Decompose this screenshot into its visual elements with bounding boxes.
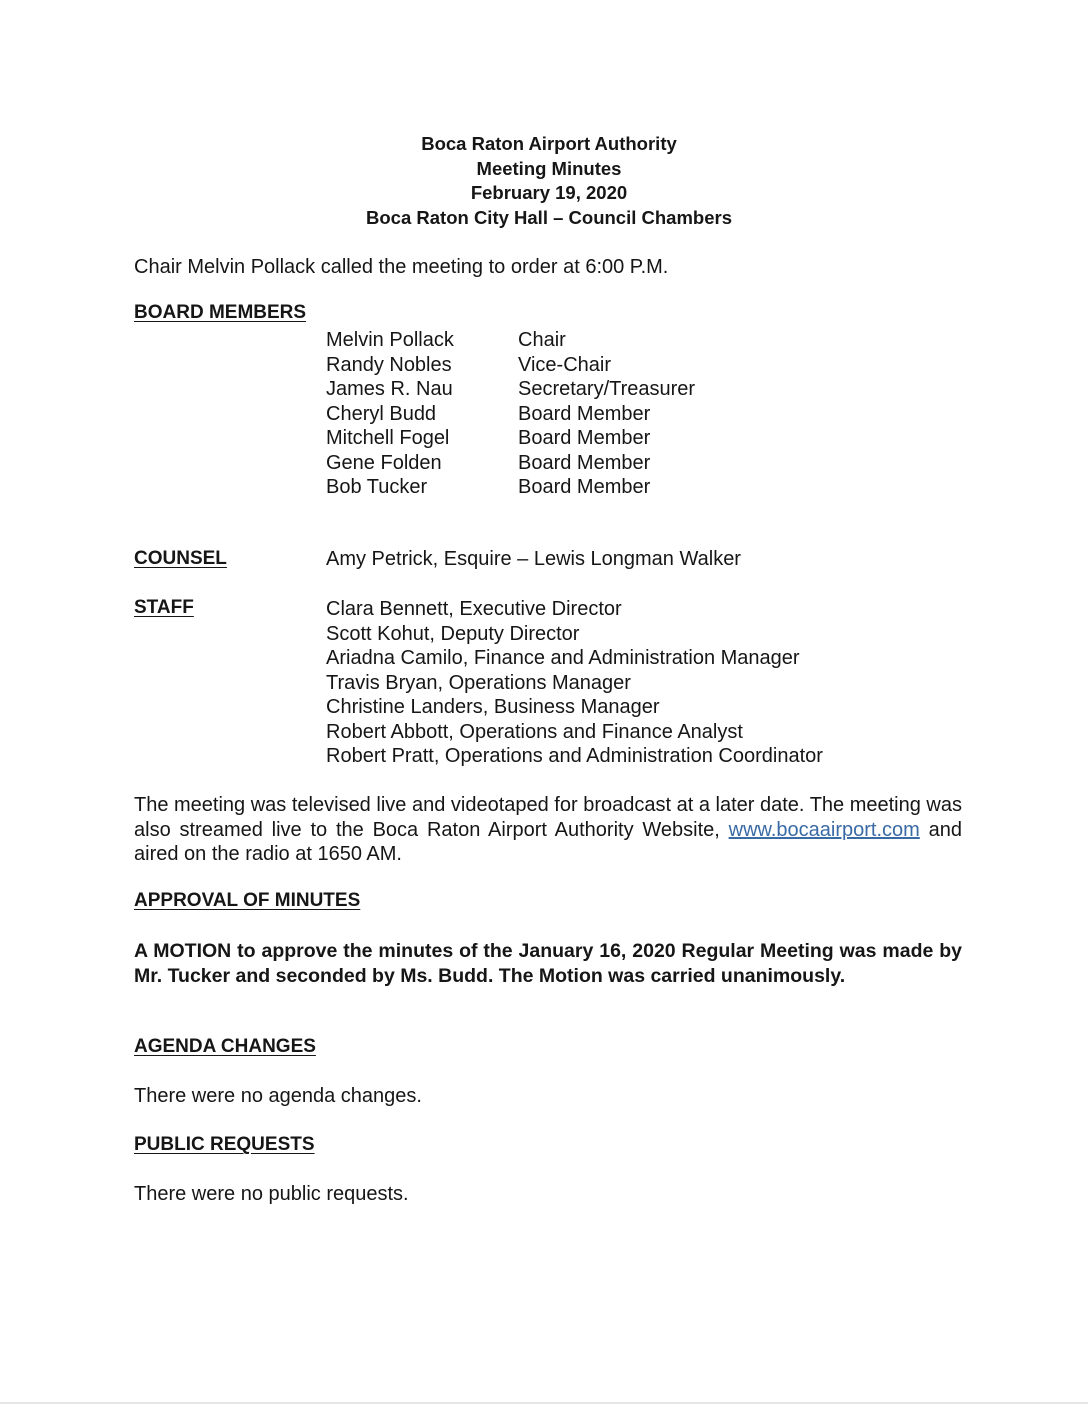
member-role: Vice-Chair	[518, 353, 611, 376]
member-name: Mitchell Fogel	[326, 427, 450, 449]
document-header	[0, 132, 1088, 230]
meeting-date: February 19, 2020	[470, 182, 628, 203]
member-role: Board Member	[518, 402, 651, 425]
agenda-changes-heading: AGENDA CHANGES	[134, 1036, 316, 1057]
approval-of-minutes-heading: APPROVAL OF MINUTES	[134, 890, 361, 911]
board-members-table	[326, 328, 695, 500]
staff-member: Clara Bennett, Executive Director	[326, 598, 622, 620]
member-name: Cheryl Budd	[326, 402, 437, 425]
board-member-row	[326, 377, 695, 402]
public-requests-text: There were no public requests.	[134, 1183, 409, 1205]
staff-member: Ariadna Camilo, Finance and Administration Manager	[326, 647, 800, 669]
counsel-heading: COUNSEL	[134, 548, 227, 569]
meeting-location: Boca Raton City Hall – Council Chambers	[366, 206, 732, 228]
member-role: Secretary/Treasurer	[518, 378, 696, 400]
doc-type: Meeting Minutes	[476, 157, 622, 179]
broadcast-text-before: The meeting was televised live and videotaped for broadcast at a later date. The meeting was also streamed live to the Boca Raton Airport Authority Website,	[134, 794, 962, 841]
board-member-row	[326, 475, 695, 500]
member-role: Board Member	[518, 476, 651, 498]
member-role: Chair	[518, 329, 566, 351]
counsel-text: Amy Petrick, Esquire – Lewis Longman Walker	[326, 548, 741, 570]
board-member-row	[326, 402, 695, 427]
staff-member: Christine Landers, Business Manager	[326, 696, 660, 718]
member-name: James R. Nau	[326, 378, 453, 400]
staff-list	[326, 597, 823, 769]
website-link[interactable]: www.bocaairport.com	[728, 818, 920, 841]
member-name: Melvin Pollack	[326, 329, 454, 351]
page-bottom-divider	[0, 1402, 1088, 1404]
staff-member: Travis Bryan, Operations Manager	[326, 671, 631, 694]
approval-motion-text: A MOTION to approve the minutes of the January 16, 2020 Regular Meeting was made by Mr. Tucker and seconded by Ms. Budd. The Motion was carried unanimously.	[134, 940, 962, 987]
staff-member: Robert Abbott, Operations and Finance Analyst	[326, 720, 743, 743]
board-member-row	[326, 451, 695, 476]
agenda-changes-text: There were no agenda changes.	[134, 1085, 422, 1107]
staff-member: Robert Pratt, Operations and Administration Coordinator	[326, 745, 823, 767]
board-member-row	[326, 353, 695, 378]
board-member-row	[326, 328, 695, 353]
broadcast-text-after: and aired on the radio at 1650 AM.	[134, 818, 962, 865]
member-name: Bob Tucker	[326, 476, 428, 498]
member-role: Board Member	[518, 451, 651, 474]
member-role: Board Member	[518, 427, 651, 449]
board-members-heading: BOARD MEMBERS	[134, 302, 307, 323]
broadcast-paragraph	[134, 793, 962, 867]
public-requests-heading: PUBLIC REQUESTS	[134, 1134, 315, 1155]
member-name: Gene Folden	[326, 451, 442, 474]
staff-heading: STAFF	[134, 597, 194, 618]
org-name: Boca Raton Airport Authority	[421, 133, 677, 154]
member-name: Randy Nobles	[326, 353, 452, 376]
board-member-row	[326, 426, 695, 451]
call-to-order-text: Chair Melvin Pollack called the meeting to order at 6:00 P.M.	[134, 256, 669, 278]
staff-member: Scott Kohut, Deputy Director	[326, 622, 580, 645]
